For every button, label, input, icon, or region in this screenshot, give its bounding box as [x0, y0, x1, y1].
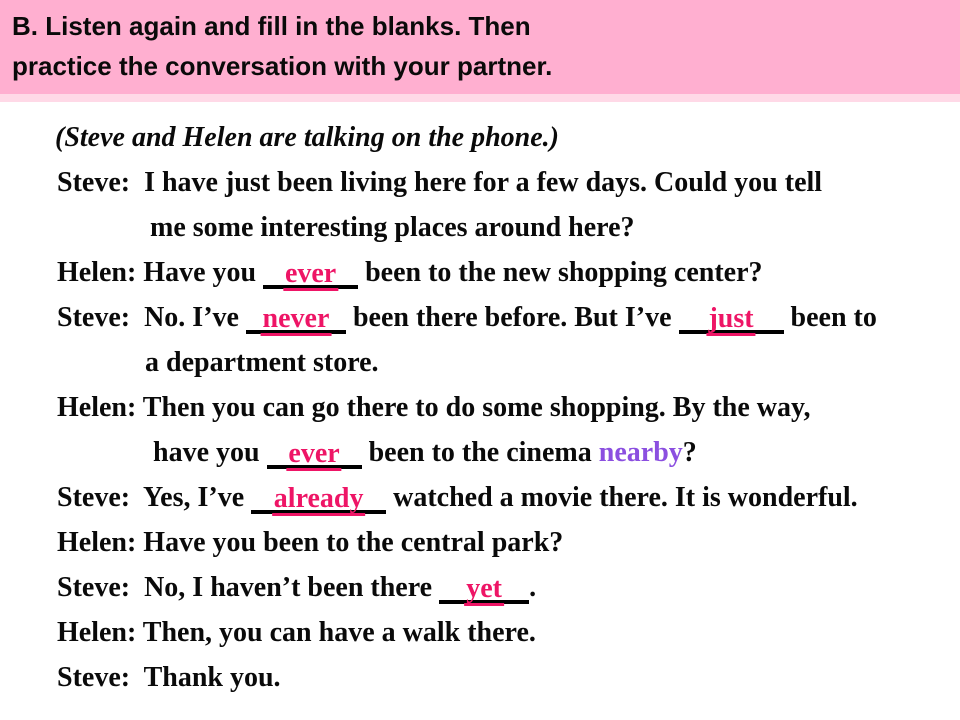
- dialogue-line: [0, 385, 960, 430]
- dialogue-line: [0, 655, 960, 700]
- dialogue-line: [0, 565, 960, 610]
- dialogue-text: watched a movie there. It is wonderful.: [386, 482, 858, 513]
- dialogue-text: have you: [153, 437, 267, 468]
- blank-underline: [246, 304, 346, 334]
- dialogue-line: [0, 340, 960, 385]
- dialogue-text: Steve: No, I haven’t been there: [57, 572, 440, 603]
- dialogue-text: ?: [682, 437, 697, 468]
- dialogue-text: Steve: Thank you.: [57, 662, 281, 693]
- dialogue-line: [0, 160, 960, 205]
- dialogue-line: [0, 250, 960, 295]
- dialogue-text: Steve: I have just been living here for a few days. Could you tell: [57, 167, 823, 198]
- dialogue-line: [0, 115, 960, 160]
- dialogue-text: a department store.: [145, 347, 379, 378]
- dialogue-text: been to: [783, 302, 877, 333]
- dialogue-line: [0, 520, 960, 565]
- header-strip-divider: [0, 94, 960, 102]
- dialogue-text: been to the new shopping center?: [358, 257, 763, 288]
- dialogue-text: Steve: No. I’ve: [57, 302, 246, 333]
- dialogue-text: been to the cinema: [361, 437, 599, 468]
- blank-underline: [439, 574, 529, 604]
- answer-text: already: [272, 484, 366, 516]
- dialogue-line: [0, 430, 960, 475]
- blank-underline: [267, 439, 362, 469]
- dialogue-text: been there before. But I’ve: [345, 302, 679, 333]
- dialogue-text: Helen: Have you been to the central park?: [57, 527, 564, 558]
- conversation: [0, 102, 960, 700]
- dialogue-text: .: [529, 572, 537, 603]
- highlight-word: nearby: [598, 437, 683, 468]
- dialogue-line: [0, 610, 960, 655]
- answer-text: just: [706, 304, 755, 336]
- blank-underline: [679, 304, 784, 334]
- header-band: [0, 0, 960, 94]
- dialogue-line: [0, 205, 960, 250]
- dialogue-text: Helen: Then, you can have a walk there.: [57, 617, 536, 648]
- dialogue-line: [0, 475, 960, 520]
- dialogue-line: [0, 295, 960, 340]
- answer-text: never: [261, 304, 332, 336]
- answer-text: yet: [464, 574, 504, 606]
- header-title-line1: B. Listen again and fill in the blanks. Then: [12, 11, 531, 41]
- dialogue-text: (Steve and Helen are talking on the phone.): [55, 122, 559, 153]
- dialogue-text: me some interesting places around here?: [150, 212, 635, 243]
- dialogue-text: Steve: Yes, I’ve: [57, 482, 252, 513]
- blank-underline: [251, 484, 386, 514]
- blank-underline: [263, 259, 358, 289]
- answer-text: ever: [286, 439, 341, 471]
- header-title-line2: practice the conversation with your partner.: [12, 51, 553, 81]
- dialogue-text: Helen: Then you can go there to do some shopping. By the way,: [57, 392, 811, 423]
- answer-text: ever: [283, 259, 338, 291]
- dialogue-text: Helen: Have you: [57, 257, 264, 288]
